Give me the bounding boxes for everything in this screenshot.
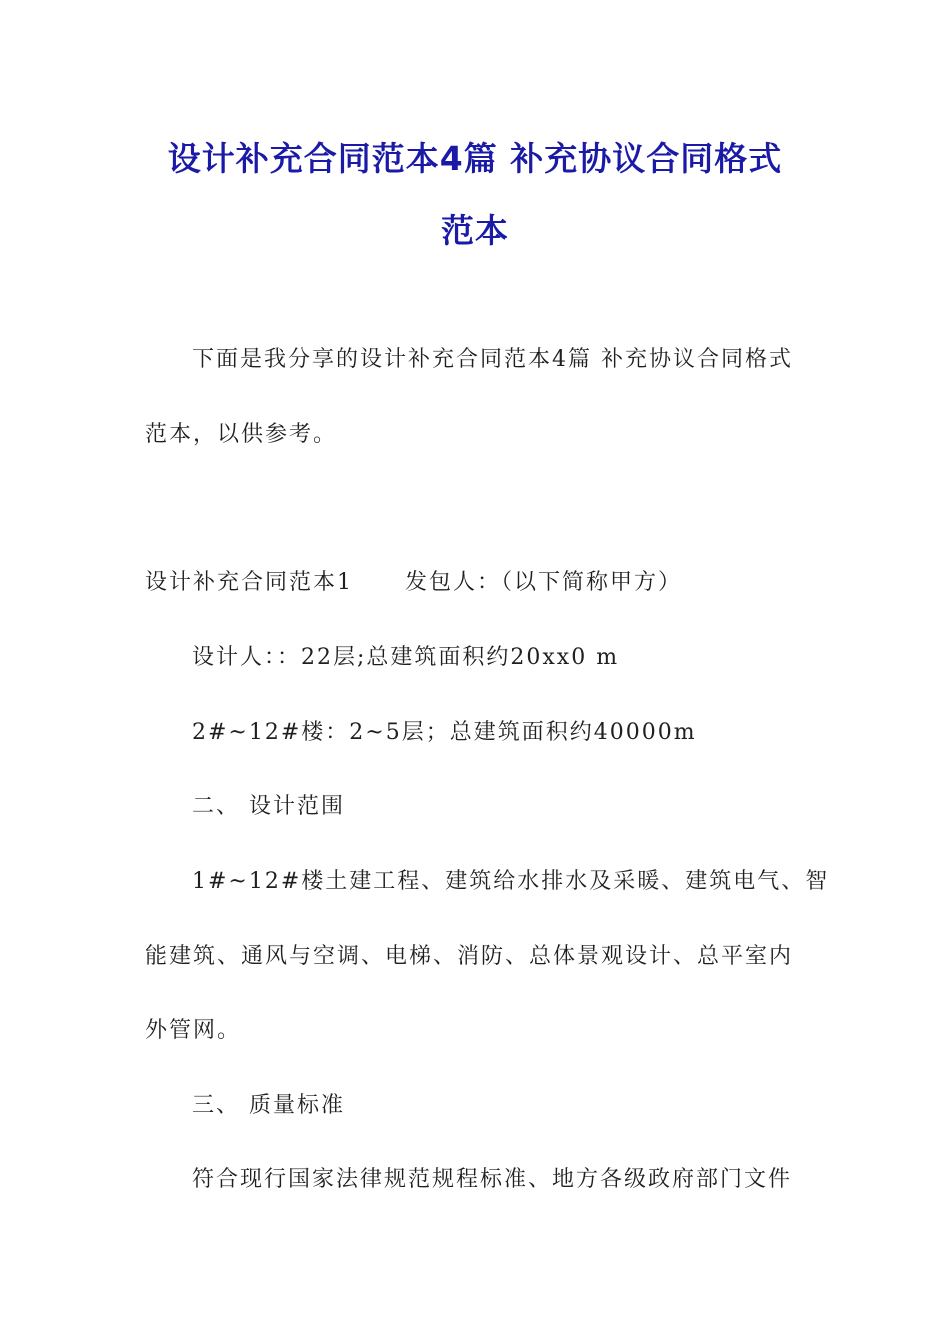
section-2-heading: 二、 设计范围: [192, 794, 345, 819]
quality-paragraph-line-1: 符合现行国家法律规范规程标准、地方各级政府部门文件: [192, 1167, 793, 1192]
intro-paragraph-line-1: 下面是我分享的设计补充合同范本4篇 补充协议合同格式: [192, 347, 793, 372]
sample-1-party: 发包人：（以下简称甲方）: [405, 570, 683, 595]
building-line: 2#~12#楼：2~5层；总建筑面积约40000m: [192, 720, 697, 745]
scope-paragraph-line-2: 能建筑、通风与空调、电梯、消防、总体景观设计、总平室内: [145, 944, 794, 969]
document-title-line-2: 范本: [441, 211, 509, 250]
scope-paragraph-line-3: 外管网。: [145, 1018, 242, 1043]
sample-1-heading-row: [145, 568, 682, 598]
designer-line: 设计人：：22层;总建筑面积约20xx0 m: [192, 645, 620, 670]
section-3-heading: 三、 质量标准: [192, 1093, 345, 1118]
document-title-line-1: 设计补充合同范本4篇 补充协议合同格式: [167, 139, 783, 178]
sample-1-heading: 设计补充合同范本1: [145, 570, 353, 595]
scope-paragraph-line-1: 1#~12#楼土建工程、建筑给水排水及采暖、建筑电气、智: [192, 869, 830, 894]
intro-paragraph-line-2: 范本，以供参考。: [145, 422, 338, 447]
